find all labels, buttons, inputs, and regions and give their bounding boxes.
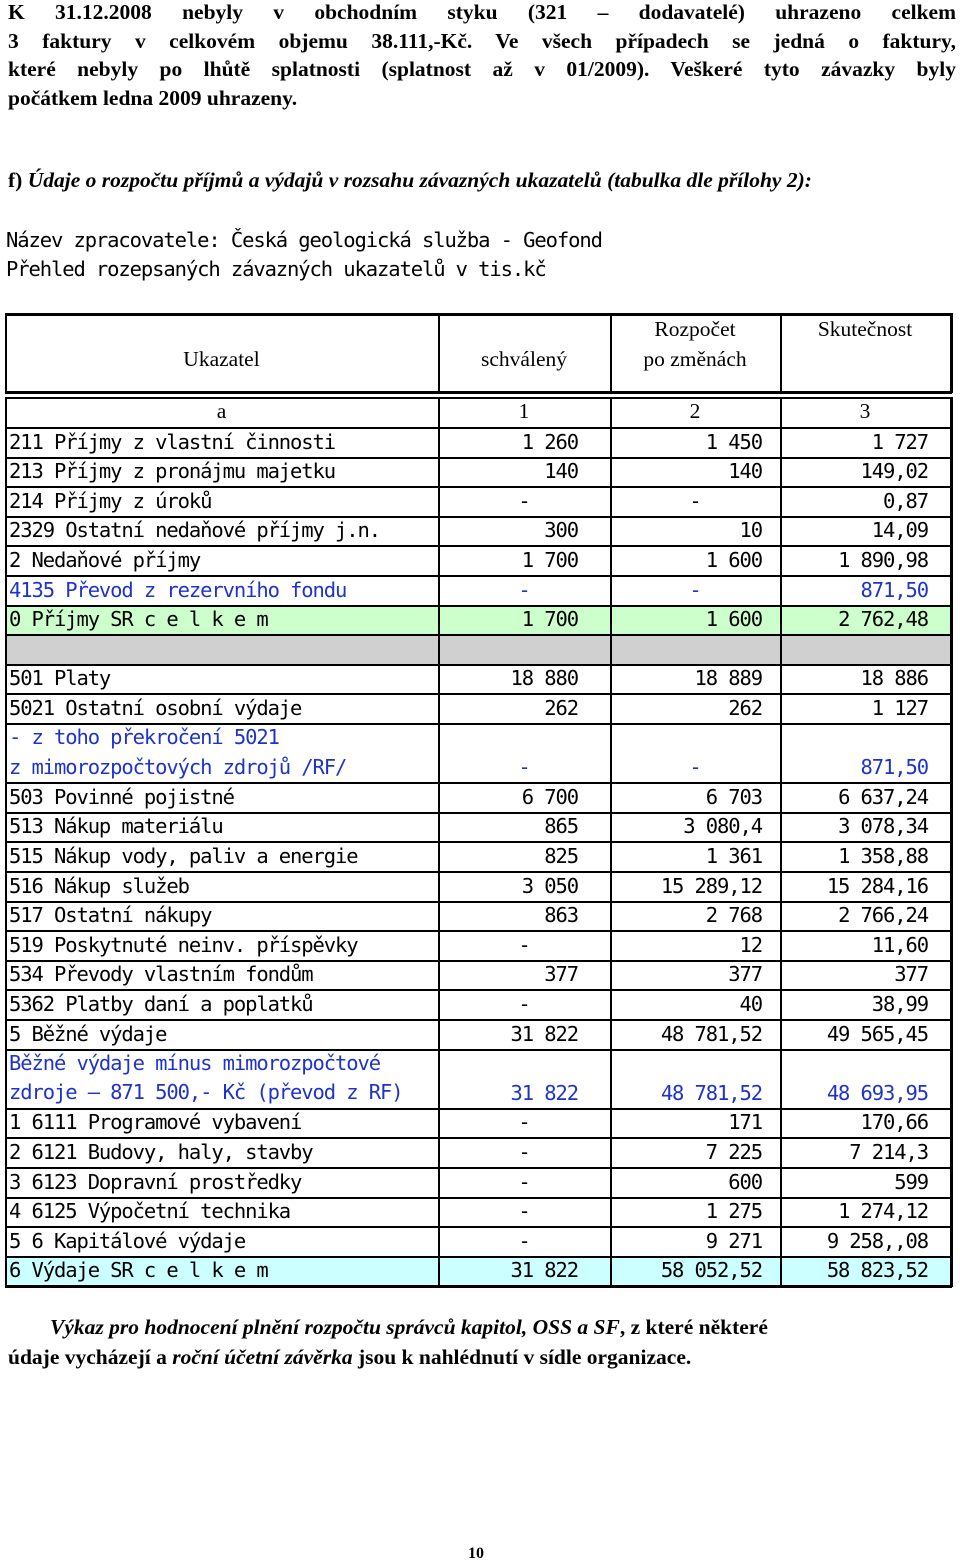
processor-line: Název zpracovatele: Česká geologická služba - Geofond	[6, 228, 602, 252]
budget-table	[5, 313, 950, 1283]
cell-skutecnost: 871,50	[860, 755, 928, 780]
table-rule	[950, 313, 953, 393]
row-label: 214 Příjmy z úroků	[9, 488, 212, 513]
cell-schvaleny: 140	[544, 459, 578, 484]
cell-skutecnost: 48 693,95	[826, 1080, 928, 1105]
column-index-a: a	[216, 399, 227, 423]
row-label: 517 Ostatní nákupy	[9, 903, 212, 928]
cell-schvaleny: -	[518, 1110, 530, 1135]
row-label: 2 Nedaňové příjmy	[9, 548, 201, 572]
cell-skutecnost: 170,66	[860, 1110, 928, 1135]
cell-schvaleny: 863	[544, 903, 578, 928]
cell-skutecnost: 49 565,45	[826, 1021, 928, 1046]
cell-skutecnost: 9 258,,08	[826, 1228, 928, 1253]
row-label: 213 Příjmy z pronájmu majetku	[9, 459, 336, 484]
cell-schvaleny: 1 700	[521, 548, 578, 572]
table-rule	[5, 313, 952, 316]
row-label-cont: zdroje – 871 500,- Kč (převod z RF)	[9, 1080, 403, 1105]
footer-italic-report: Výkaz pro hodnocení plnění rozpočtu správců kapitol, OSS a SF	[50, 1315, 620, 1339]
cell-schvaleny: 377	[544, 962, 578, 987]
cell-schvaleny: 262	[544, 696, 578, 720]
row-label: 519 Poskytnuté neinv. příspěvky	[9, 932, 358, 957]
intro-line: počátkem ledna 2009 uhrazeny.	[8, 85, 298, 110]
row-label: - z toho překročení 5021	[9, 725, 279, 749]
row-label: 513 Nákup materiálu	[9, 814, 223, 839]
cell-schvaleny: 3 050	[521, 873, 578, 898]
cell-skutecnost: 18 886	[860, 666, 928, 691]
intro-paragraph	[8, 0, 956, 112]
cell-skutecnost: 38,99	[871, 992, 928, 1016]
cell-po-zmenach: 58 052,52	[660, 1258, 762, 1283]
cell-po-zmenach: 15 289,12	[660, 873, 762, 898]
cell-po-zmenach: 18 889	[694, 666, 762, 691]
cell-skutecnost: 6 637,24	[838, 784, 928, 809]
cell-schvaleny: -	[518, 1169, 530, 1194]
cell-skutecnost: 1 727	[871, 429, 928, 454]
processor-block	[6, 226, 602, 284]
cell-skutecnost: 0,87	[883, 488, 928, 513]
cell-po-zmenach: -	[689, 488, 701, 513]
cell-po-zmenach: 1 361	[705, 844, 762, 868]
row-label: 534 Převody vlastním fondům	[9, 962, 313, 987]
cell-schvaleny: 31 822	[510, 1080, 578, 1105]
footer-italic-closing: roční účetní závěrka	[172, 1345, 353, 1369]
cell-po-zmenach: 9 271	[705, 1228, 762, 1253]
cell-po-zmenach: 6 703	[705, 784, 762, 809]
cell-skutecnost: 1 358,88	[838, 844, 928, 868]
intro-line: K 31.12.2008 nebyly v obchodním styku (321 – dodavatelé) uhrazeno celkem	[8, 0, 956, 24]
cell-schvaleny: 6 700	[521, 784, 578, 809]
cell-skutecnost: 15 284,16	[826, 873, 928, 898]
row-label: 6 Výdaje SR c e l k e m	[9, 1258, 268, 1283]
row-label: 501 Platy	[9, 666, 111, 691]
column-index-3: 3	[859, 399, 871, 423]
cell-schvaleny: -	[518, 1199, 530, 1224]
cell-skutecnost: 7 214,3	[849, 1140, 928, 1164]
cell-po-zmenach: 7 225	[705, 1140, 762, 1164]
cell-schvaleny: -	[518, 755, 530, 780]
cell-skutecnost: 599	[894, 1169, 928, 1194]
table-rule	[5, 634, 952, 636]
cell-skutecnost: 14,09	[871, 518, 928, 543]
cell-schvaleny: -	[518, 1228, 530, 1253]
cell-po-zmenach: 1 600	[705, 548, 762, 572]
cell-po-zmenach: 40	[739, 992, 762, 1016]
cell-po-zmenach: 1 600	[705, 607, 762, 632]
cell-po-zmenach: 48 781,52	[660, 1021, 762, 1046]
section-f-prefix: f)	[8, 168, 28, 192]
column-header-po-zmenach: po změnách	[643, 347, 747, 371]
cell-schvaleny: -	[518, 932, 530, 957]
row-label: 516 Nákup služeb	[9, 873, 189, 898]
cell-schvaleny: 1 700	[521, 607, 578, 632]
cell-schvaleny: 1 260	[521, 429, 578, 454]
row-label: 4135 Převod z rezervního fondu	[9, 577, 347, 602]
row-label: Běžné výdaje mínus mimorozpočtové	[9, 1050, 380, 1075]
cell-schvaleny: 31 822	[510, 1021, 578, 1046]
row-label: 2 6121 Budovy, haly, stavby	[9, 1140, 313, 1164]
cell-po-zmenach: -	[689, 577, 701, 602]
cell-po-zmenach: 377	[728, 962, 762, 987]
row-label: 5021 Ostatní osobní výdaje	[9, 696, 302, 720]
row-label: 1 6111 Programové vybavení	[9, 1110, 302, 1135]
cell-skutecnost: 58 823,52	[826, 1258, 928, 1283]
row-label: 515 Nákup vody, paliv a energie	[9, 844, 358, 868]
footer-note	[8, 1312, 954, 1372]
overview-line: Přehled rozepsaných závazných ukazatelů v tis.kč	[6, 257, 546, 281]
cell-po-zmenach: 3 080,4	[683, 814, 762, 839]
cell-po-zmenach: 171	[728, 1110, 762, 1135]
footer-text: údaje vycházejí a	[8, 1345, 173, 1369]
cell-po-zmenach: 262	[728, 696, 762, 720]
intro-line: které nebyly po lhůtě splatnosti (splatnost až v 01/2009). Veškeré tyto závazky byly	[8, 57, 956, 81]
table-rule	[5, 391, 952, 394]
row-label: 0 Příjmy SR c e l k e m	[9, 607, 268, 632]
cell-po-zmenach: 2 768	[705, 903, 762, 928]
cell-skutecnost: 2 762,48	[838, 607, 928, 632]
cell-skutecnost: 1 890,98	[838, 548, 928, 572]
intro-line: 3 faktury v celkovém objemu 38.111,-Kč. Ve všech případech se jedná o faktury,	[8, 28, 956, 53]
row-label-cont: z mimorozpočtových zdrojů /RF/	[9, 754, 347, 779]
row-label: 2329 Ostatní nedaňové příjmy j.n.	[9, 518, 380, 543]
cell-po-zmenach: 140	[728, 459, 762, 484]
column-header-schvaleny: schválený	[481, 347, 567, 371]
page-number: 10	[468, 1545, 484, 1562]
column-header-ukazatel: Ukazatel	[183, 347, 260, 371]
cell-skutecnost: 11,60	[871, 932, 928, 957]
column-index-1: 1	[518, 399, 530, 423]
row-label: 4 6125 Výpočetní technika	[9, 1199, 291, 1224]
cell-skutecnost: 3 078,34	[838, 814, 928, 839]
cell-skutecnost: 1 274,12	[838, 1199, 928, 1224]
footer-text: jsou k nahlédnutí v sídle organizace.	[352, 1345, 692, 1369]
cell-skutecnost: 149,02	[860, 459, 928, 484]
cell-schvaleny: -	[518, 577, 530, 602]
cell-po-zmenach: 600	[728, 1169, 762, 1194]
cell-skutecnost: 377	[894, 962, 928, 987]
cell-po-zmenach: 1 450	[705, 429, 762, 454]
cell-skutecnost: 1 127	[871, 696, 928, 720]
cell-po-zmenach: 12	[739, 932, 762, 957]
cell-schvaleny: 865	[544, 814, 578, 839]
row-label: 5 Běžné výdaje	[9, 1021, 167, 1046]
cell-skutecnost: 871,50	[860, 577, 928, 602]
cell-schvaleny: -	[518, 992, 530, 1016]
row-label: 5 6 Kapitálové výdaje	[9, 1228, 246, 1253]
section-f-heading	[8, 168, 812, 193]
table-rule	[5, 1285, 952, 1288]
row-label: 5362 Platby daní a poplatků	[9, 992, 313, 1016]
cell-schvaleny: -	[518, 1140, 530, 1164]
row-label: 3 6123 Dopravní prostředky	[9, 1169, 302, 1194]
cell-skutecnost: 2 766,24	[838, 903, 928, 928]
cell-schvaleny: 18 880	[510, 666, 578, 691]
cell-po-zmenach: -	[689, 755, 701, 780]
section-f-text: Údaje o rozpočtu příjmů a výdajů v rozsahu závazných ukazatelů (tabulka dle přílohy 2):	[27, 168, 812, 192]
cell-po-zmenach: 1 275	[705, 1199, 762, 1224]
footer-text: , z které některé	[619, 1315, 768, 1339]
column-header-rozpocet: Rozpočet	[654, 317, 736, 341]
column-index-2: 2	[689, 399, 701, 423]
cell-schvaleny: 31 822	[510, 1258, 578, 1283]
cell-schvaleny: 300	[544, 518, 578, 543]
row-label: 503 Povinné pojistné	[9, 784, 234, 809]
cell-po-zmenach: 10	[739, 518, 762, 543]
row-label: 211 Příjmy z vlastní činnosti	[9, 429, 336, 454]
cell-schvaleny: 825	[544, 844, 578, 868]
column-header-skutecnost: Skutečnost	[817, 317, 913, 341]
cell-schvaleny: -	[518, 488, 530, 513]
separator-row-fill	[7, 636, 950, 664]
cell-po-zmenach: 48 781,52	[660, 1080, 762, 1105]
